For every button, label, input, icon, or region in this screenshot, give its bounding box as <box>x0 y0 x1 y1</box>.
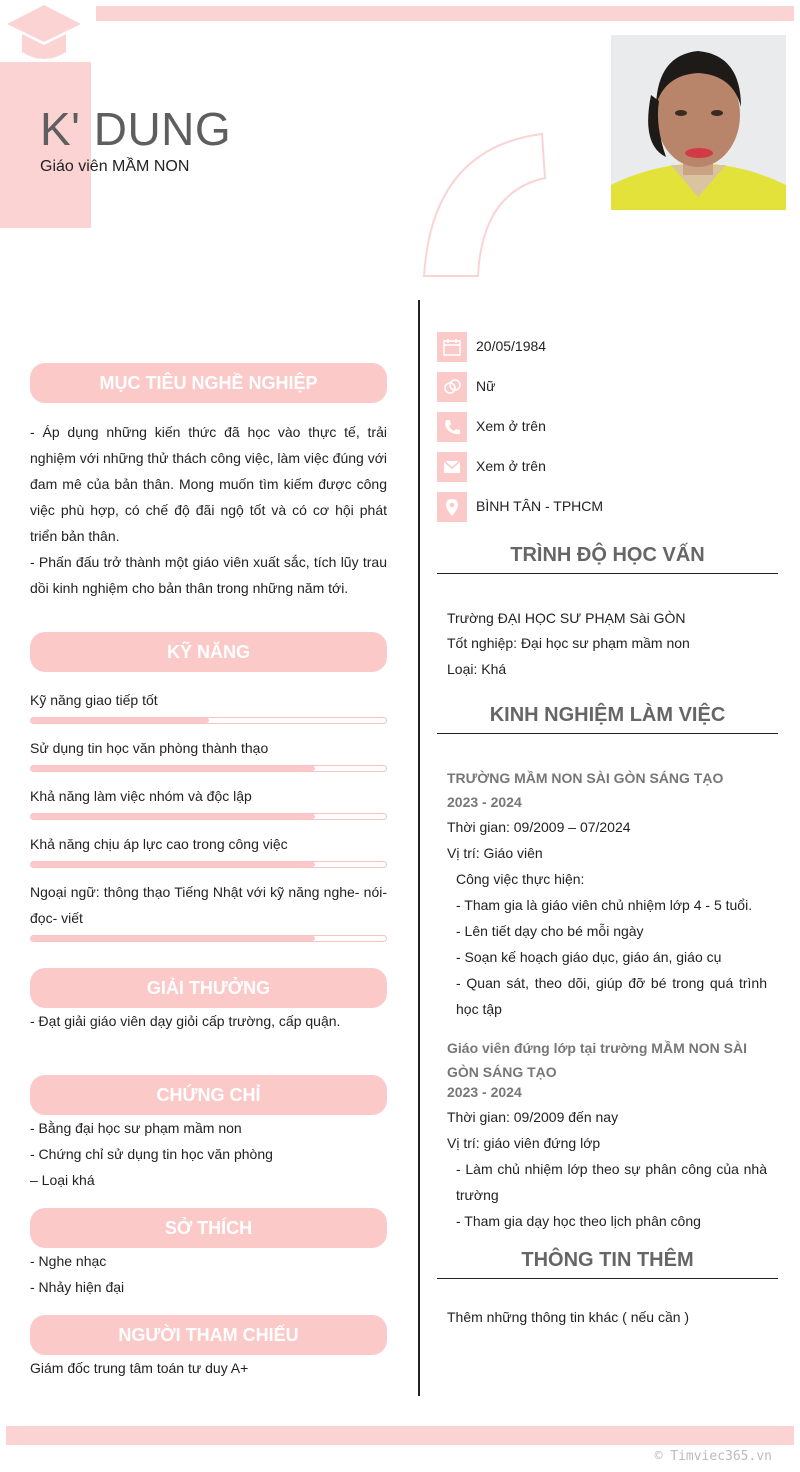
job-years: 2023 - 2024 <box>447 1084 522 1100</box>
objective-heading: MỤC TIÊU NGHỀ NGHIỆP <box>30 363 387 403</box>
column-divider <box>418 300 420 1396</box>
skill-bar <box>30 861 387 868</box>
objective-paragraph-1: - Áp dụng những kiến thức đã học vào thực tế, trải nghiệm với những thử thách công việc, làm việc đúng với đam mê của bản thân. Mong muốn tìm kiếm được công việc phù hợp, có chế độ đãi ngộ tốt và có cơ hội phát triển bản thân. <box>30 424 387 544</box>
job-position: Vị trí: Giáo viên <box>447 845 543 861</box>
additional-rule <box>437 1278 778 1279</box>
location-pin-icon <box>437 492 467 522</box>
award-item: - Đạt giải giáo viên dạy giỏi cấp trường, cấp quận. <box>30 1013 341 1029</box>
awards-heading: GIẢI THƯỞNG <box>30 968 387 1008</box>
references-heading: NGƯỜI THAM CHIẾU <box>30 1315 387 1355</box>
phone-icon <box>437 412 467 442</box>
bottom-accent-bar <box>6 1426 794 1445</box>
job-duty: - Tham gia dạy học theo lịch phân công <box>456 1213 701 1229</box>
experience-rule <box>437 733 778 734</box>
job-title: Giáo viên MẦM NON <box>40 158 190 175</box>
gender-value: Nữ <box>476 378 496 394</box>
phone-value: Xem ở trên <box>476 418 546 434</box>
skill-label: Khả năng làm việc nhóm và độc lập <box>30 788 252 804</box>
skill-label: Khả năng chịu áp lực cao trong công việc <box>30 836 288 852</box>
decorative-arc <box>420 132 550 280</box>
certificate-item: - Bằng đại học sư phạm mầm non <box>30 1120 242 1136</box>
job-duties-title: Công việc thực hiện: <box>456 871 585 887</box>
additional-text: Thêm những thông tin khác ( nếu cần ) <box>447 1309 690 1325</box>
job-position: Vị trí: giáo viên đứng lớp <box>447 1135 601 1151</box>
birthday-value: 20/05/1984 <box>476 338 547 354</box>
skill-bar-fill <box>31 766 315 771</box>
email-icon <box>437 452 467 482</box>
top-accent-bar <box>96 6 794 21</box>
skill-label: Sử dụng tin học văn phòng thành thạo <box>30 740 269 756</box>
education-school: Trường ĐẠI HỌC SƯ PHẠM Sài GÒN <box>447 610 686 626</box>
candidate-name: K' DUNG <box>40 103 232 155</box>
skill-bar <box>30 813 387 820</box>
profile-photo <box>611 35 786 210</box>
hobbies-heading: SỞ THÍCH <box>30 1208 387 1248</box>
skill-bar-fill <box>31 814 315 819</box>
certificate-item: - Chứng chỉ sử dụng tin học văn phòng <box>30 1146 273 1162</box>
email-value: Xem ở trên <box>476 458 546 474</box>
job-duty: - Làm chủ nhiệm lớp theo sự phân công của nhà trường <box>456 1161 767 1203</box>
job-years: 2023 - 2024 <box>447 794 522 810</box>
job-company: Giáo viên đứng lớp tại trường MẦM NON SÀI GÒN SÁNG TẠO <box>447 1040 747 1080</box>
objective-paragraph-2: - Phấn đấu trở thành một giáo viên xuất sắc, tích lũy trau dồi kinh nghiệm cho bản thân trong những năm tới. <box>30 554 387 596</box>
skill-bar-fill <box>31 862 315 867</box>
education-rule <box>437 573 778 574</box>
address-value: BÌNH TÂN - TPHCM <box>476 498 604 514</box>
skills-heading: KỸ NĂNG <box>30 632 387 672</box>
certificate-item: – Loại khá <box>30 1172 95 1188</box>
skill-bar <box>30 935 387 942</box>
job-company: TRƯỜNG MẦM NON SÀI GÒN SÁNG TẠO <box>447 770 724 786</box>
graduation-cap-icon <box>6 4 82 62</box>
skill-bar-fill <box>31 936 315 941</box>
footer-watermark: © Timviec365.vn <box>654 1449 772 1464</box>
job-time: Thời gian: 09/2009 đến nay <box>447 1109 619 1125</box>
hobby-item: - Nghe nhạc <box>30 1253 107 1269</box>
job-duty: - Lên tiết dạy cho bé mỗi ngày <box>456 923 644 939</box>
job-duty: - Soạn kế hoạch giáo dục, giáo án, giáo cụ <box>456 949 722 965</box>
skill-bar <box>30 717 387 724</box>
experience-heading: KINH NGHIỆM LÀM VIỆC <box>489 704 726 726</box>
gender-icon <box>437 372 467 402</box>
skill-label: Ngoại ngữ: thông thạo Tiếng Nhật với kỹ năng nghe- nói-đọc- viết <box>30 884 387 926</box>
education-heading: TRÌNH ĐỘ HỌC VẤN <box>510 544 705 566</box>
skill-bar-fill <box>31 718 209 723</box>
skill-bar <box>30 765 387 772</box>
education-grade: Loại: Khá <box>447 661 507 677</box>
job-duty: - Tham gia là giáo viên chủ nhiệm lớp 4 - 5 tuổi. <box>456 897 753 913</box>
reference-item: Giám đốc trung tâm toán tư duy A+ <box>30 1360 249 1376</box>
additional-heading: THÔNG TIN THÊM <box>521 1249 694 1271</box>
certificates-heading: CHỨNG CHỈ <box>30 1075 387 1115</box>
skill-label: Kỹ năng giao tiếp tốt <box>30 692 158 708</box>
job-time: Thời gian: 09/2009 – 07/2024 <box>447 819 631 835</box>
job-duty: - Quan sát, theo dõi, giúp đỡ bé trong quá trình học tập <box>456 975 767 1017</box>
calendar-icon <box>437 332 467 362</box>
hobby-item: - Nhảy hiện đại <box>30 1279 125 1295</box>
education-degree: Tốt nghiệp: Đại học sư phạm mầm non <box>447 635 690 651</box>
